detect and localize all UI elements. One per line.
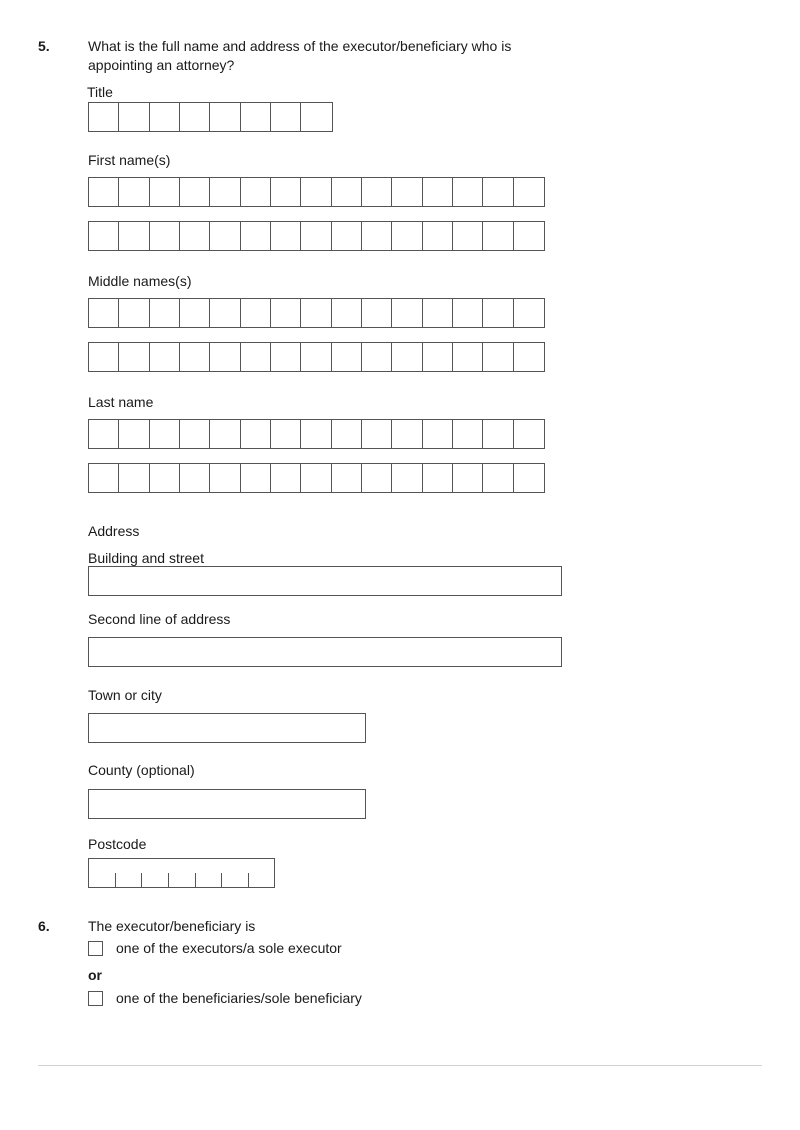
footer-divider bbox=[38, 1065, 762, 1066]
character-box[interactable] bbox=[180, 343, 210, 371]
character-box[interactable] bbox=[514, 299, 544, 327]
postcode-divider bbox=[115, 873, 116, 887]
character-box[interactable] bbox=[89, 222, 119, 250]
question-5-text-line2: appointing an attorney? bbox=[88, 57, 235, 73]
second-line-label: Second line of address bbox=[88, 611, 231, 627]
or-label: or bbox=[88, 967, 102, 983]
character-box[interactable] bbox=[423, 299, 453, 327]
character-box[interactable] bbox=[332, 299, 362, 327]
second-line-input[interactable] bbox=[88, 637, 562, 667]
question-6-text: The executor/beneficiary is bbox=[88, 918, 256, 934]
character-box[interactable] bbox=[180, 299, 210, 327]
middle-names-boxes-row-1[interactable] bbox=[88, 298, 545, 328]
character-box[interactable] bbox=[241, 343, 271, 371]
character-box[interactable] bbox=[119, 103, 149, 131]
character-box[interactable] bbox=[332, 178, 362, 206]
character-box[interactable] bbox=[210, 222, 240, 250]
character-box[interactable] bbox=[150, 420, 180, 448]
character-box[interactable] bbox=[423, 343, 453, 371]
character-box[interactable] bbox=[332, 464, 362, 492]
character-box[interactable] bbox=[119, 178, 149, 206]
character-box[interactable] bbox=[483, 178, 513, 206]
character-box[interactable] bbox=[514, 343, 544, 371]
character-box[interactable] bbox=[119, 420, 149, 448]
postcode-divider bbox=[195, 873, 196, 887]
character-box[interactable] bbox=[150, 464, 180, 492]
character-box[interactable] bbox=[271, 103, 301, 131]
character-box[interactable] bbox=[210, 464, 240, 492]
character-box[interactable] bbox=[241, 178, 271, 206]
character-box[interactable] bbox=[271, 420, 301, 448]
character-box[interactable] bbox=[119, 222, 149, 250]
character-box[interactable] bbox=[89, 103, 119, 131]
question-5-text-line1: What is the full name and address of the executor/beneficiary who is bbox=[88, 38, 512, 54]
character-box[interactable] bbox=[89, 299, 119, 327]
title-boxes[interactable] bbox=[88, 102, 333, 132]
postcode-divider bbox=[221, 873, 222, 887]
character-box[interactable] bbox=[392, 178, 422, 206]
character-box[interactable] bbox=[362, 420, 392, 448]
character-box[interactable] bbox=[241, 103, 271, 131]
first-names-label: First name(s) bbox=[88, 152, 171, 168]
middle-names-boxes-row-2[interactable] bbox=[88, 342, 545, 372]
character-box[interactable] bbox=[423, 420, 453, 448]
building-street-input[interactable] bbox=[88, 566, 562, 596]
character-box[interactable] bbox=[180, 178, 210, 206]
character-box[interactable] bbox=[514, 464, 544, 492]
question-5-number: 5. bbox=[38, 38, 50, 54]
character-box[interactable] bbox=[271, 222, 301, 250]
postcode-label: Postcode bbox=[88, 836, 147, 852]
character-box[interactable] bbox=[301, 343, 331, 371]
character-box[interactable] bbox=[362, 343, 392, 371]
county-input[interactable] bbox=[88, 789, 366, 819]
character-box[interactable] bbox=[271, 299, 301, 327]
postcode-divider bbox=[141, 873, 142, 887]
character-box[interactable] bbox=[210, 299, 240, 327]
character-box[interactable] bbox=[483, 222, 513, 250]
postcode-input[interactable] bbox=[88, 858, 275, 888]
character-box[interactable] bbox=[210, 420, 240, 448]
character-box[interactable] bbox=[483, 464, 513, 492]
postcode-divider bbox=[248, 873, 249, 887]
character-box[interactable] bbox=[392, 299, 422, 327]
character-box[interactable] bbox=[89, 343, 119, 371]
character-box[interactable] bbox=[210, 103, 240, 131]
character-box[interactable] bbox=[392, 222, 422, 250]
character-box[interactable] bbox=[150, 178, 180, 206]
building-street-label: Building and street bbox=[88, 550, 204, 566]
first-names-boxes-row-2[interactable] bbox=[88, 221, 545, 251]
title-label: Title bbox=[87, 84, 113, 100]
first-names-boxes-row-1[interactable] bbox=[88, 177, 545, 207]
character-box[interactable] bbox=[150, 343, 180, 371]
character-box[interactable] bbox=[180, 420, 210, 448]
executor-option-label: one of the executors/a sole executor bbox=[116, 940, 342, 956]
character-box[interactable] bbox=[210, 178, 240, 206]
last-name-boxes-row-1[interactable] bbox=[88, 419, 545, 449]
character-box[interactable] bbox=[180, 103, 210, 131]
character-box[interactable] bbox=[362, 299, 392, 327]
character-box[interactable] bbox=[332, 222, 362, 250]
character-box[interactable] bbox=[453, 343, 483, 371]
town-input[interactable] bbox=[88, 713, 366, 743]
character-box[interactable] bbox=[119, 343, 149, 371]
character-box[interactable] bbox=[271, 464, 301, 492]
character-box[interactable] bbox=[241, 420, 271, 448]
address-heading: Address bbox=[88, 523, 140, 539]
character-box[interactable] bbox=[301, 420, 331, 448]
character-box[interactable] bbox=[483, 420, 513, 448]
character-box[interactable] bbox=[514, 222, 544, 250]
character-box[interactable] bbox=[423, 222, 453, 250]
character-box[interactable] bbox=[392, 464, 422, 492]
character-box[interactable] bbox=[271, 178, 301, 206]
character-box[interactable] bbox=[332, 343, 362, 371]
middle-names-label: Middle names(s) bbox=[88, 273, 192, 289]
character-box[interactable] bbox=[241, 299, 271, 327]
character-box[interactable] bbox=[301, 103, 331, 131]
character-box[interactable] bbox=[453, 420, 483, 448]
character-box[interactable] bbox=[150, 222, 180, 250]
character-box[interactable] bbox=[332, 420, 362, 448]
character-box[interactable] bbox=[89, 420, 119, 448]
character-box[interactable] bbox=[301, 222, 331, 250]
beneficiary-option-label: one of the beneficiaries/sole beneficiary bbox=[116, 990, 362, 1006]
character-box[interactable] bbox=[119, 464, 149, 492]
town-label: Town or city bbox=[88, 687, 162, 703]
character-box[interactable] bbox=[362, 464, 392, 492]
beneficiary-checkbox[interactable] bbox=[88, 991, 103, 1006]
character-box[interactable] bbox=[392, 343, 422, 371]
character-box[interactable] bbox=[150, 103, 180, 131]
character-box[interactable] bbox=[514, 178, 544, 206]
character-box[interactable] bbox=[89, 178, 119, 206]
character-box[interactable] bbox=[241, 222, 271, 250]
character-box[interactable] bbox=[483, 343, 513, 371]
county-label: County (optional) bbox=[88, 762, 195, 778]
question-6-number: 6. bbox=[38, 918, 50, 934]
character-box[interactable] bbox=[514, 420, 544, 448]
character-box[interactable] bbox=[180, 222, 210, 250]
character-box[interactable] bbox=[210, 343, 240, 371]
character-box[interactable] bbox=[301, 464, 331, 492]
executor-checkbox[interactable] bbox=[88, 941, 103, 956]
character-box[interactable] bbox=[180, 464, 210, 492]
character-box[interactable] bbox=[453, 178, 483, 206]
last-name-boxes-row-2[interactable] bbox=[88, 463, 545, 493]
character-box[interactable] bbox=[453, 222, 483, 250]
last-name-label: Last name bbox=[88, 394, 154, 410]
character-box[interactable] bbox=[119, 299, 149, 327]
character-box[interactable] bbox=[453, 299, 483, 327]
character-box[interactable] bbox=[453, 464, 483, 492]
character-box[interactable] bbox=[483, 299, 513, 327]
postcode-divider bbox=[168, 873, 169, 887]
character-box[interactable] bbox=[89, 464, 119, 492]
character-box[interactable] bbox=[301, 299, 331, 327]
character-box[interactable] bbox=[301, 178, 331, 206]
character-box[interactable] bbox=[392, 420, 422, 448]
character-box[interactable] bbox=[423, 178, 453, 206]
character-box[interactable] bbox=[271, 343, 301, 371]
character-box[interactable] bbox=[423, 464, 453, 492]
character-box[interactable] bbox=[150, 299, 180, 327]
character-box[interactable] bbox=[362, 222, 392, 250]
character-box[interactable] bbox=[241, 464, 271, 492]
character-box[interactable] bbox=[362, 178, 392, 206]
